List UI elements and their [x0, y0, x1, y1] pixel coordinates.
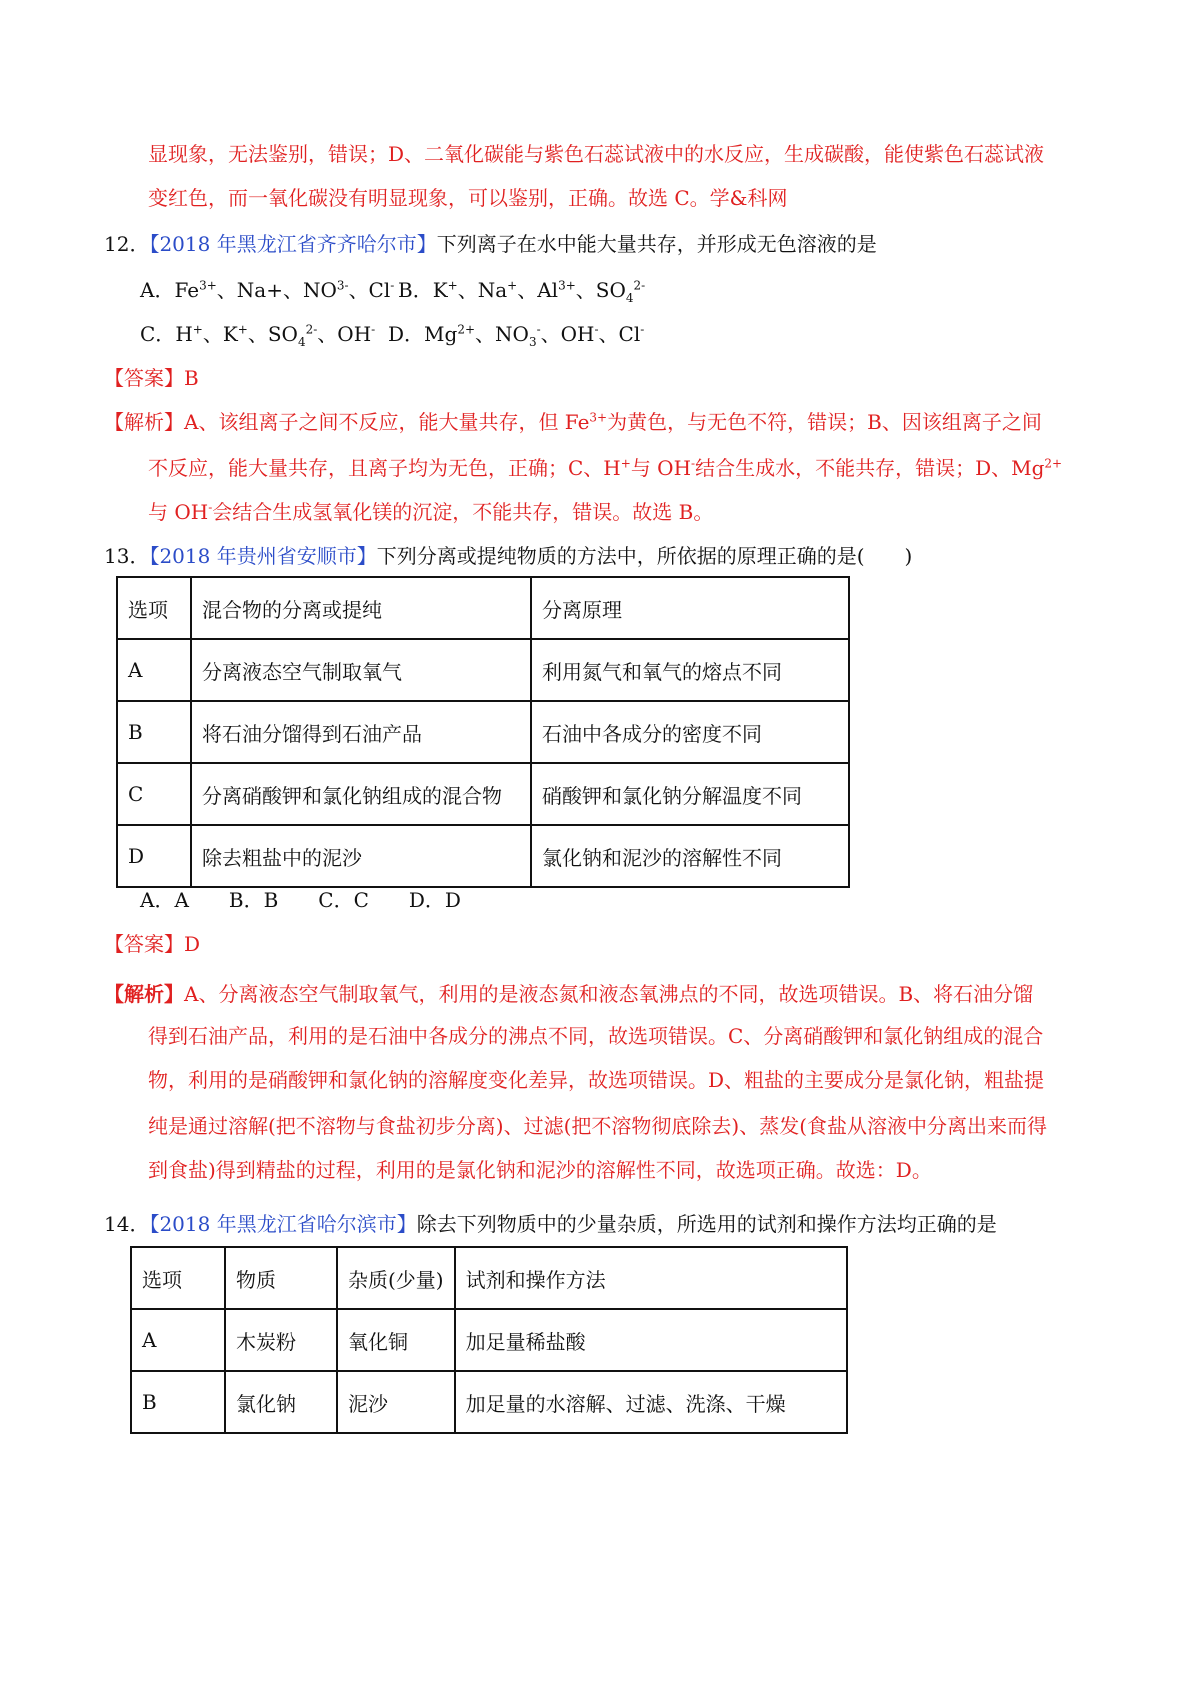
- table-cell: 加足量稀盐酸: [455, 1309, 847, 1371]
- q12-stem: [104, 230, 877, 258]
- table-cell: 选项: [117, 577, 191, 639]
- table-cell: D: [117, 825, 191, 887]
- q14-stem: [104, 1210, 997, 1238]
- question-source: 【2018 年贵州省安顺市】: [149, 544, 377, 568]
- table-cell: 分离原理: [531, 577, 849, 639]
- answer-value: D: [184, 932, 201, 956]
- q13-analysis-line-5: 到食盐)得到精盐的过程，利用的是氯化钠和泥沙的溶解性不同，故选项正确。故选：D。: [148, 1158, 932, 1182]
- q13-analysis-line-4: 纯是通过溶解(把不溶物与食盐初步分离)、过滤(把不溶物彻底除去)、蒸发(食盐从溶液中分离出来而得: [148, 1114, 1048, 1138]
- question-number: 14．: [104, 1212, 150, 1236]
- table-cell: 将石油分馏得到石油产品: [191, 701, 531, 763]
- table-cell: 利用氮气和氧气的熔点不同: [531, 639, 849, 701]
- table-row: [117, 701, 849, 763]
- analysis-label: 【解析】: [104, 410, 184, 434]
- table-cell: 氧化铜: [337, 1309, 455, 1371]
- table-cell: 选项: [131, 1247, 225, 1309]
- q11-analysis-line-2: 变红色，而一氧化碳没有明显现象，可以鉴别，正确。故选 C。学&科网: [148, 186, 788, 210]
- table-row: [117, 763, 849, 825]
- table-cell: B: [131, 1371, 225, 1433]
- q12-option-d: D．$Mg^{2+}$、$NO_3^-$、OH-、Cl-: [388, 322, 645, 349]
- table-cell: 木炭粉: [225, 1309, 337, 1371]
- table-row: [131, 1371, 847, 1433]
- answer-label: 【答案】: [104, 932, 184, 956]
- q13-analysis-line-2: 得到石油产品，利用的是石油中各成分的沸点不同，故选项错误。C、分离硝酸钾和氯化钠组成的混合: [148, 1024, 1044, 1048]
- question-source: 【2018 年黑龙江省齐齐哈尔市】: [149, 232, 437, 256]
- table-row: [117, 825, 849, 887]
- table-cell: 除去粗盐中的泥沙: [191, 825, 531, 887]
- analysis-label: 【解析】: [104, 982, 184, 1006]
- table-cell: A: [117, 639, 191, 701]
- table-cell: 泥沙: [337, 1371, 455, 1433]
- q12-option-a: A．$Fe^{3+}$、Na+、$NO^{3-}$、Cl-: [140, 278, 395, 302]
- q12-analysis-line-2: 不反应，能大量共存，且离子均为无色，正确；C、H+与 OH-结合生成水，不能共存，错误；D、$Mg^{2+}$: [148, 456, 1063, 480]
- q12-option-c: C．H+、K+、$SO_4^{2-}$、OH-: [140, 322, 376, 349]
- q12-answer: [104, 364, 199, 392]
- table-cell: 氯化钠和泥沙的溶解性不同: [531, 825, 849, 887]
- question-text: 下列分离或提纯物质的方法中，所依据的原理正确的是( ): [376, 544, 913, 568]
- q12-option-b: B．K+、Na+、$Al^{3+}$、$SO_4^{2-}$: [398, 278, 646, 305]
- q13-analysis-line-3: 物，利用的是硝酸钾和氯化钠的溶解度变化差异，故选项错误。D、粗盐的主要成分是氯化钠，粗盐提: [148, 1068, 1045, 1092]
- table-cell: C: [117, 763, 191, 825]
- table-cell: 分离硝酸钾和氯化钠组成的混合物: [191, 763, 531, 825]
- answer-label: 【答案】: [104, 366, 184, 390]
- table-row: [117, 639, 849, 701]
- table-cell: B: [117, 701, 191, 763]
- q11-analysis-line-1: 显现象，无法鉴别，错误；D、二氧化碳能与紫色石蕊试液中的水反应，生成碳酸，能使紫色石蕊试液: [148, 142, 1045, 166]
- q13-analysis-line-1: 【解析】A、分离液态空气制取氧气，利用的是液态氮和液态氧沸点的不同，故选项错误。B、将石油分馏: [104, 982, 1034, 1006]
- q14-table: [130, 1246, 848, 1434]
- question-text: 除去下列物质中的少量杂质，所选用的试剂和操作方法均正确的是: [416, 1212, 997, 1236]
- q12-analysis-line-1: 【解析】A、该组离子之间不反应，能大量共存，但 $Fe^{3+}$为黄色，与无色不符，错误；B、因该组离子之间: [104, 410, 1042, 434]
- table-cell: 加足量的水溶解、过滤、洗涤、干燥: [455, 1371, 847, 1433]
- table-header-row: [131, 1247, 847, 1309]
- question-text: 下列离子在水中能大量共存，并形成无色溶液的是: [436, 232, 877, 256]
- table-cell: A: [131, 1309, 225, 1371]
- q13-table: [116, 576, 850, 888]
- table-cell: 石油中各成分的密度不同: [531, 701, 849, 763]
- q13-answer: [104, 930, 200, 958]
- table-cell: 分离液态空气制取氧气: [191, 639, 531, 701]
- table-cell: 杂质(少量): [337, 1247, 455, 1309]
- table-row: [131, 1309, 847, 1371]
- question-source: 【2018 年黑龙江省哈尔滨市】: [149, 1212, 417, 1236]
- q12-analysis-line-3: 与 OH-会结合生成氢氧化镁的沉淀，不能共存，错误。故选 B。: [148, 500, 714, 524]
- table-cell: 试剂和操作方法: [455, 1247, 847, 1309]
- table-cell: 硝酸钾和氯化钠分解温度不同: [531, 763, 849, 825]
- table-cell: 混合物的分离或提纯: [191, 577, 531, 639]
- table-cell: 氯化钠: [225, 1371, 337, 1433]
- question-number: 13．: [104, 544, 150, 568]
- question-number: 12．: [104, 232, 150, 256]
- table-cell: 物质: [225, 1247, 337, 1309]
- answer-value: B: [184, 366, 199, 390]
- q13-options: A．A B．B C．C D．D: [140, 888, 461, 912]
- q13-stem: [104, 542, 912, 570]
- table-header-row: [117, 577, 849, 639]
